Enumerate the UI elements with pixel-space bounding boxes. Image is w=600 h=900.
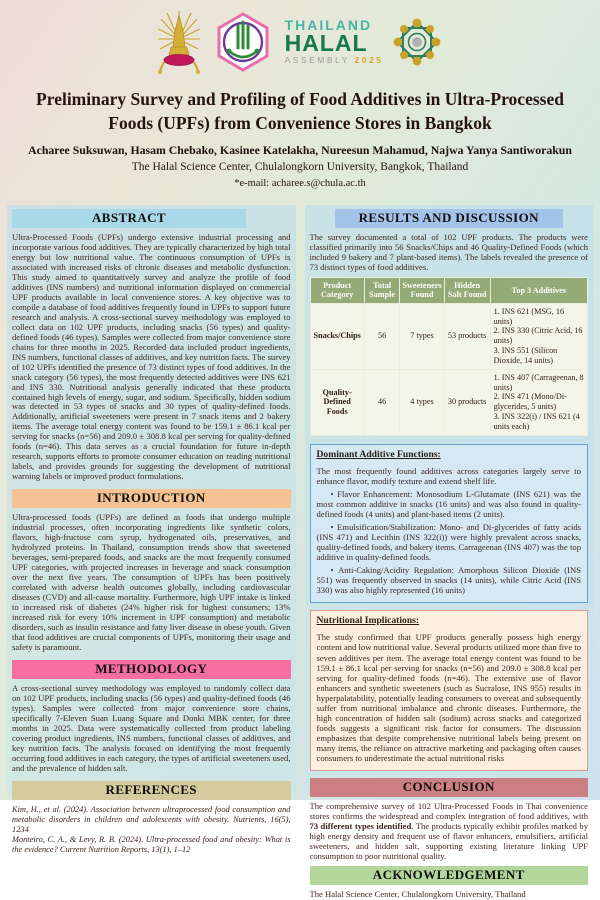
- cell-hidden-salt: 30 products: [444, 369, 490, 435]
- reference-item: Monteiro, C. A., & Levy, R. B. (2024). Ultra-processed food and obesity: What is the evidence? Current Nutrition Reports, 13(1), 1–12: [12, 834, 291, 854]
- introduction-body: Ultra-processed foods (UPFs) are defined as foods that undergo multiple industrial processes, often incorporating ingredients like synthetic colors, flavors, high-fructose corn syrup, hydrogenated oils, preservatives, and hydrolyzed proteins. In Thailand, consumption trends show that sweetened beverages, semi-prepared foods, and snacks are the most frequently consumed UPF categories, with projected increases in beverage and snack consumption over the next five years. The consumption of UPFs has been positively correlated with adverse health outcomes globally, including cardiovascular diseases (CVD) and all-cause mortality. Furthermore, high UPF intake is linked to increased risk of diabetes (24% higher risk for highest consumers; 13% increased risk for every 10% increment in UPF consumption) and metabolic disorders, such as insulin resistance and fatty liver disease in obese youth. Given that food additives are crucial components of UPFs, monitoring their usage and safety is paramount.: [12, 512, 291, 652]
- references-list: [12, 805, 291, 855]
- table-header-cell: Total Sample: [364, 277, 400, 303]
- reference-item: Kim, H., et al. (2024). Association between ultraprocessed food consumption and metabolic disorders in children and adolescents with obesity. Nutrients, 16(5), 1234: [12, 804, 291, 834]
- poster-title: Preliminary Survey and Profiling of Food Additives in Ultra-Processed Foods (UPFs) from Convenience Stores in Bangkok: [36, 89, 564, 133]
- table-header-cell: Sweeteners Found: [400, 277, 444, 303]
- cell-sweeteners: 7 types: [400, 303, 444, 369]
- nutritional-implications-box: [310, 610, 589, 771]
- cell-sweeteners: 4 types: [400, 369, 444, 435]
- dominant-functions-box: [310, 444, 589, 604]
- methodology-heading: METHODOLOGY: [12, 660, 291, 679]
- results-table: [310, 277, 589, 436]
- nutritional-implications-heading: Nutritional Implications:: [316, 615, 420, 627]
- table-row: [310, 303, 588, 369]
- cell-category: Snacks/Chips: [310, 303, 364, 369]
- dominant-functions-lead: The most frequently found additives across categories largely serve to enhance flavor, modify texture and extend shelf life.: [316, 465, 581, 486]
- methodology-body: A cross-sectional survey methodology was employed to randomly collect data on 102 UPF products, including snacks (56 types) and quality-defined foods (46 types). Samples were collected from major convenience store chains, specifically 7-Eleven Suan Luang Square and Donki MBK center, for three months in 2025. Data were systematically collected from product labeling covering product ingredients, INS numbers, functional classes of additives, and key nutrition facts. The analysis focused on identifying the most frequently occurring food additives in each category, the types of artificial sweeteners used, and the prevalence of hidden salt.: [12, 682, 291, 773]
- dominant-bullet: • Emulsification/Stabilization: Mono- and Di-glycerides of fatty acids (INS 471) and Lecithin (INS 322(i)) were highly prevalent across snacks, quality-defined foods, and bakery items. Carrageenan (INS 407) was the top additive in quality-defined foods.: [317, 522, 582, 562]
- conclusion-body: The comprehensive survey of 102 Ultra-Processed Foods in Thai convenience stores confirms the widespread and complex integration of food additives, with 73 different types identified. The products typically exhibit profiles marked by high energy density and frequent use of flavor enhancers, emulsifiers, artificial sweeteners, and hidden salt, supporting existing literature linking UPF consumption to poor nutritional quality.: [309, 801, 589, 861]
- results-heading: RESULTS AND DISCUSSION: [335, 209, 563, 228]
- right-column: [305, 205, 594, 899]
- halal-science-center-logo-icon: [215, 12, 271, 72]
- table-header-cell: Top 3 Additives: [490, 277, 587, 303]
- introduction-heading: INTRODUCTION: [12, 489, 291, 508]
- email-line: *e-mail: acharee.s@chula.ac.th: [234, 178, 366, 189]
- nutritional-implications-body: The study confirmed that UPF products generally possess high energy content and low nutritional value. Several products utilized more than five to seven additives per item. The average total energy content was found to be 159.1 ± 86.1 kcal per serving for snacks (n=56) and 209.0 ± 308.8 kcal per serving for quality-defined foods (n=46). The extensive use of flavor enhancers and synthetic sweeteners (such as Sucralose, INS 955) results in hyperpalatability, potentially leading consumers to overeat and subsequently suffer from nutritional imbalance and chronic diseases. Furthermore, the high concentration of hidden salt (sodium) across snacks and categorized foods suggests a significant risk factor for consumers. The discussion emphasizes that despite comprehensive nutritional labels being present on many items, the reliance on attractive marketing and packaging often causes consumers to underestimate the actual nutritional risks: [316, 632, 581, 763]
- conclusion-heading: CONCLUSION: [310, 778, 589, 797]
- assembly-logo-thailand: THAILAND: [284, 16, 373, 33]
- cell-total: 46: [364, 369, 400, 435]
- cell-top3: 1. INS 407 (Carrageenan, 8 units) 2. INS 471 (Mono/Di-glycerides, 5 units) 3. INS 322(i) / INS 621 (4 units each): [490, 369, 587, 435]
- header-logos: [0, 8, 600, 76]
- left-column: [7, 205, 296, 854]
- table-header-cell: Hidden Salt Found: [444, 277, 490, 303]
- table-header-cell: Product Category: [310, 277, 364, 303]
- cell-hidden-salt: 53 products: [444, 303, 490, 369]
- assembly-logo-halal: HALAL: [284, 29, 368, 56]
- cell-top3: 1. INS 621 (MSG, 16 units) 2. INS 330 (Citric Acid, 16 units) 3. INS 551 (Silicon Dioxide, 14 units): [490, 303, 587, 369]
- references-heading: REFERENCES: [12, 781, 291, 800]
- dominant-bullet: • Anti-Caking/Acidity Regulation: Amorphous Silicon Dioxide (INS 551) was frequently observed in snacks (14 units), while Citric Acid (INS 330) was also highly represented (16 units): [317, 565, 582, 595]
- assembly-medallion-icon: [391, 15, 443, 69]
- affiliation-line: The Halal Science Center, Chulalongkorn University, Bangkok, Thailand: [131, 161, 469, 173]
- table-header-row: [310, 277, 588, 303]
- acknowledgement-body: The Halal Science Center, Chulalongkorn University, Thailand: [309, 888, 526, 899]
- acknowledgement-heading: ACKNOWLEDGEMENT: [310, 866, 589, 885]
- cell-total: 56: [364, 303, 400, 369]
- abstract-heading: ABSTRACT: [12, 209, 246, 228]
- table-row: [310, 369, 588, 435]
- authors-line: Acharee Suksuwan, Hasam Chebako, Kasinee Katelakha, Nureesun Mahamud, Najwa Yanya Santiworakun: [28, 143, 572, 157]
- cell-category: Quality-Defined Foods: [310, 369, 364, 435]
- chulalongkorn-emblem-icon: [157, 9, 201, 75]
- conclusion-key-finding: 73 different types identified: [309, 820, 412, 831]
- results-intro: The survey documented a total of 102 UPF products. The products were classified primarily into 56 Snacks/Chips and 46 Quality-Defined Foods (which included 9 bakery and 7 plant-based items). The labels revealed the presence of 73 distinct types of food additives.: [309, 232, 588, 272]
- abstract-body: Ultra-Processed Foods (UPFs) undergo extensive industrial processing and incorporate various food additives. They are typically characterized by high total energy but low nutritional value. The continuous consumption of UPFs is associated with increased risks of chronic diseases and metabolic dysfunction. This study aimed to quantitatively survey and analyze the profile of food additives (INS numbers) and nutritional information displayed on commercial UPF products available in local convenience stores. A key objective was to compile a database of food additives frequently found in UPFs to support future research and analysis. A cross-sectional survey methodology was employed to collect data on 102 UPF products, including snacks (56 types) and quality-defined foods (46 types). Samples were collected from major convenience store chains for three months in 2025. Recorded data included product ingredients, INS numbers, functional classes of additives, and key nutrition facts. The survey of 102 UPFs identified the presence of 73 distinct types of food additives. In the snack category (56 types), the most frequently detected additives were INS 621 and INS 330. Nutritional analysis generally indicated that these products contained high levels of energy, sugar, and sodium. Specifically, hidden sodium was detected in 53 types of snacks and 30 types of quality-defined foods. Additionally, artificial sweeteners were present in 7 snack items and 2 bakery items. The average total energy content was found to be 159.1 ± 86.1 kcal per serving for snacks (n=56) and 209.0 ± 308.8 kcal per serving for quality-defined foods (n=46). This data serves as a crucial foundation for future in-depth research, supports efforts to promote consumer education on reading nutritional labels, and provides grounds for suggesting the development of nutritional warning labels or improved product formulations.: [12, 232, 291, 482]
- assembly-logo-assembly: ASSEMBLY 2025: [284, 54, 384, 65]
- halal-assembly-logo: [285, 15, 444, 69]
- assembly-logo-year: 2025: [354, 54, 384, 65]
- dominant-bullet: • Flavor Enhancement: Monosodium L-Glutamate (INS 621) was the most common additive in snacks (16 units) and was also found in quality-defined foods (4 units) and plant-based items (2 units).: [317, 489, 582, 519]
- dominant-functions-heading: Dominant Additive Functions:: [316, 448, 441, 460]
- poster-columns: [7, 205, 593, 899]
